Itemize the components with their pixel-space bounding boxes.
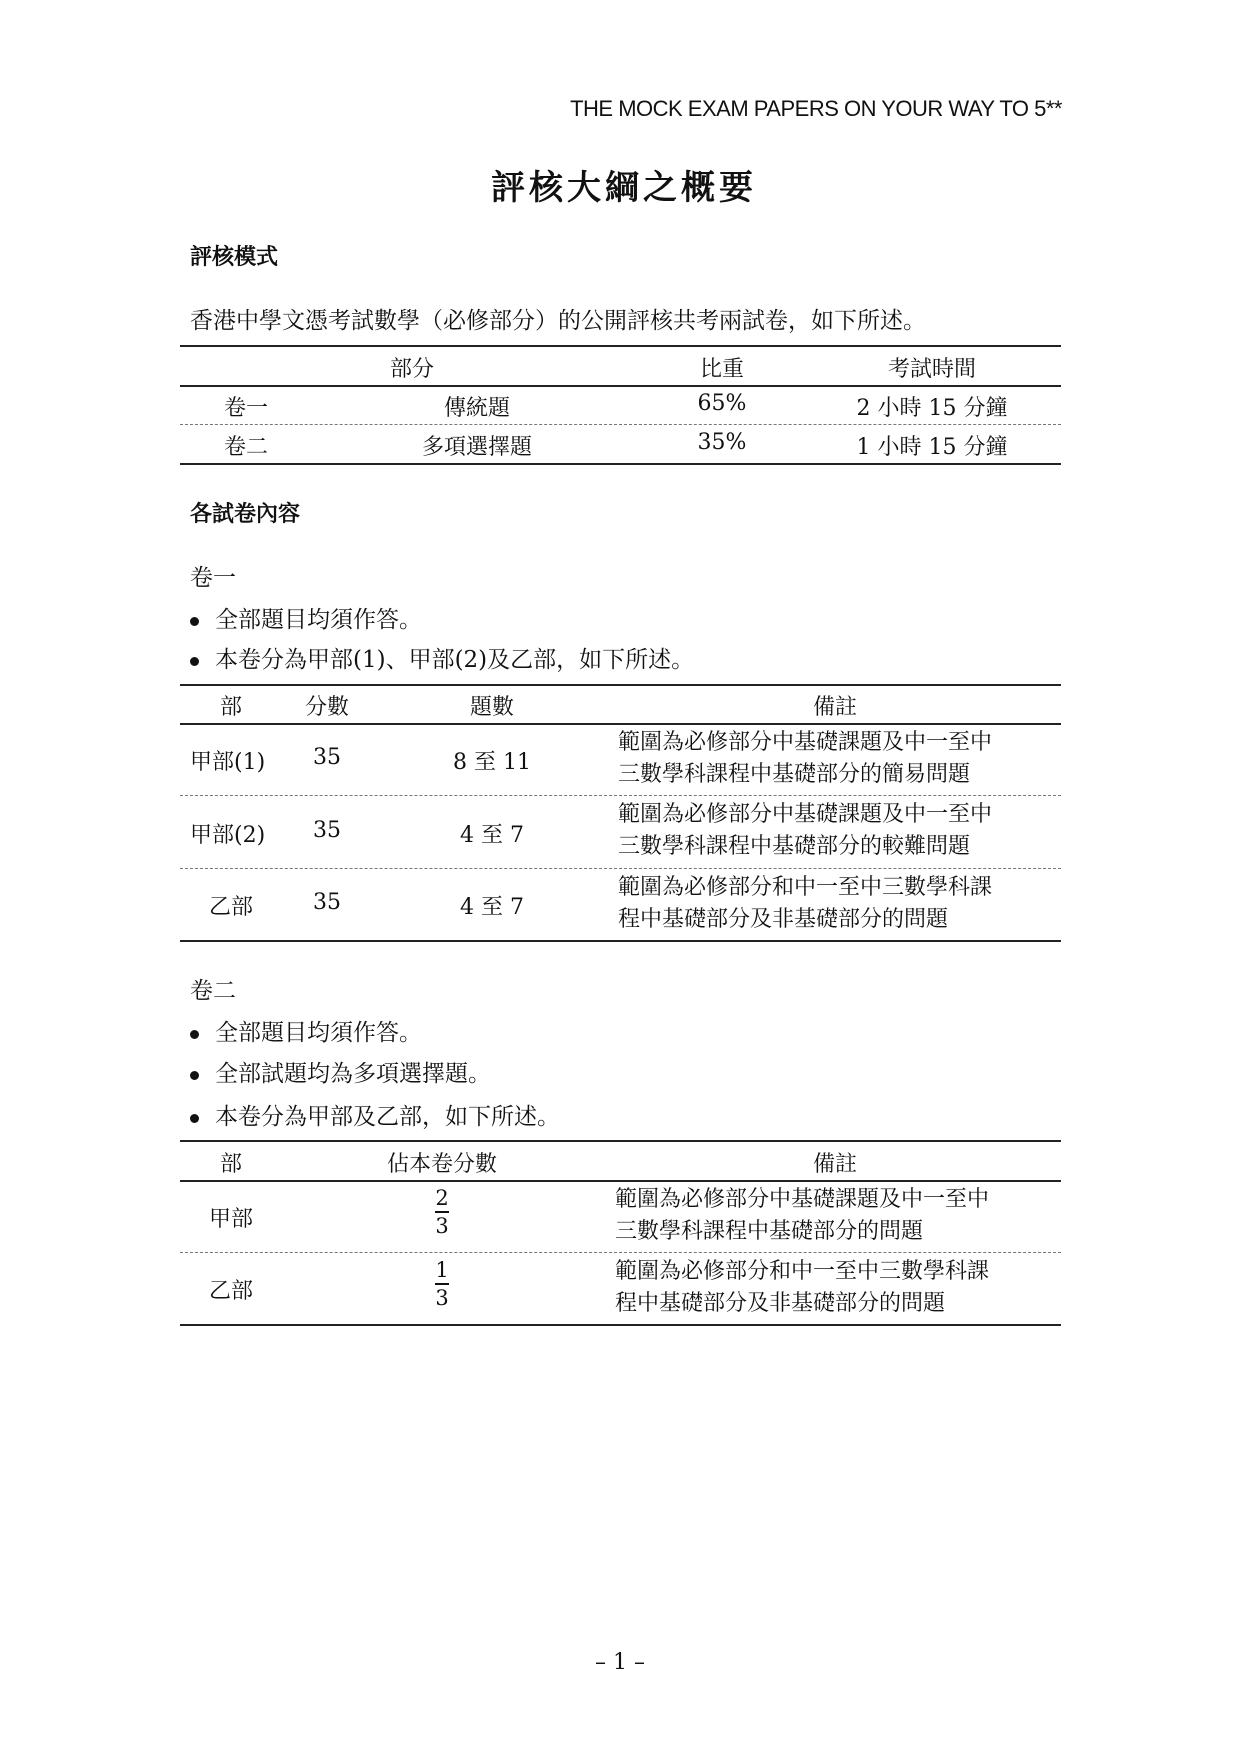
table-header: 比重 xyxy=(699,357,745,382)
table-rule xyxy=(180,684,1061,686)
numerator: 1 xyxy=(435,1258,449,1282)
cell-questions: 8 至 11 xyxy=(453,750,531,775)
cell-part: 乙部 xyxy=(208,1279,254,1304)
table-header: 部 xyxy=(219,1152,243,1177)
paper2-label: 卷二 xyxy=(190,978,236,1004)
fraction-one-third xyxy=(435,1259,449,1309)
running-header: THE MOCK EXAM PAPERS ON YOUR WAY TO 5** xyxy=(570,96,1062,121)
table-header: 部分 xyxy=(389,357,435,382)
page-number: – 1 – xyxy=(595,1650,645,1675)
bullet-item: 本卷分為甲部(1)、甲部(2)及乙部，如下所述。 xyxy=(190,641,694,674)
cell-paper: 卷二 xyxy=(223,435,269,460)
bullet-item: 全部試題均為多項選擇題。 xyxy=(190,1055,491,1088)
cell-note-line: 範圍為必修部分和中一至中三數學科課 xyxy=(615,1259,990,1284)
cell-note-line: 程中基礎部分及非基礎部分的問題 xyxy=(615,1291,946,1316)
table-rule xyxy=(180,345,1061,347)
table-header: 備註 xyxy=(812,1152,858,1177)
cell-note-line: 三數學科課程中基礎部分的問題 xyxy=(615,1219,924,1244)
cell-type: 傳統題 xyxy=(443,396,511,421)
denominator: 3 xyxy=(435,1214,449,1238)
cell-note-line: 三數學科課程中基礎部分的較難問題 xyxy=(618,834,971,859)
table-rule xyxy=(180,463,1061,465)
fraction-two-thirds xyxy=(435,1187,449,1237)
bullet-item: 全部題目均須作答。 xyxy=(190,1014,422,1047)
cell-note-line: 程中基礎部分及非基礎部分的問題 xyxy=(618,907,949,932)
cell-marks: 35 xyxy=(313,890,341,915)
cell-weight: 65% xyxy=(697,391,747,416)
cell-note-line: 範圍為必修部分中基礎課題及中一至中 xyxy=(615,1187,990,1212)
table-header: 分數 xyxy=(304,695,350,720)
table-divider xyxy=(180,424,1061,425)
cell-part: 甲部(1) xyxy=(190,750,266,775)
cell-duration: 1 小時 15 分鐘 xyxy=(856,435,1008,460)
table-rule xyxy=(180,1180,1061,1182)
cell-type: 多項選擇題 xyxy=(421,435,533,460)
cell-part: 甲部 xyxy=(208,1207,254,1232)
cell-marks: 35 xyxy=(313,818,341,843)
table-rule xyxy=(180,1324,1061,1326)
table-header: 部 xyxy=(219,695,243,720)
numerator: 2 xyxy=(435,1186,449,1210)
table-header: 備註 xyxy=(812,695,858,720)
cell-marks: 35 xyxy=(313,745,341,770)
cell-note-line: 範圍為必修部分中基礎課題及中一至中 xyxy=(618,802,993,827)
table-divider xyxy=(180,868,1061,869)
cell-questions: 4 至 7 xyxy=(460,895,524,920)
table-rule xyxy=(180,1140,1061,1142)
cell-paper: 卷一 xyxy=(223,396,269,421)
section-heading-paper-contents: 各試卷內容 xyxy=(190,502,301,527)
table-rule xyxy=(180,385,1061,387)
cell-note-line: 三數學科課程中基礎部分的簡易問題 xyxy=(618,762,971,787)
cell-duration: 2 小時 15 分鐘 xyxy=(856,396,1008,421)
table-header: 佔本卷分數 xyxy=(386,1152,498,1177)
cell-part: 乙部 xyxy=(208,895,254,920)
cell-note-line: 範圍為必修部分中基礎課題及中一至中 xyxy=(618,730,993,755)
table-rule xyxy=(180,940,1061,942)
table-divider xyxy=(180,795,1061,796)
cell-questions: 4 至 7 xyxy=(460,823,524,848)
table-header: 題數 xyxy=(469,695,515,720)
cell-part: 甲部(2) xyxy=(190,823,266,848)
section-heading-assessment-mode: 評核模式 xyxy=(190,245,279,270)
cell-note-line: 範圍為必修部分和中一至中三數學科課 xyxy=(618,875,993,900)
bullet-item: 全部題目均須作答。 xyxy=(190,601,422,634)
page-title: 評核大綱之概要 xyxy=(491,168,757,208)
intro-paragraph: 香港中學文憑考試數學（必修部分）的公開評核共考兩試卷，如下所述。 xyxy=(190,308,926,334)
table-divider xyxy=(180,1252,1061,1253)
table-header: 考試時間 xyxy=(887,357,977,382)
denominator: 3 xyxy=(435,1286,449,1310)
table-rule xyxy=(180,723,1061,725)
bullet-item: 本卷分為甲部及乙部，如下所述。 xyxy=(190,1098,560,1131)
paper1-label: 卷一 xyxy=(190,565,236,591)
cell-weight: 35% xyxy=(697,430,747,455)
